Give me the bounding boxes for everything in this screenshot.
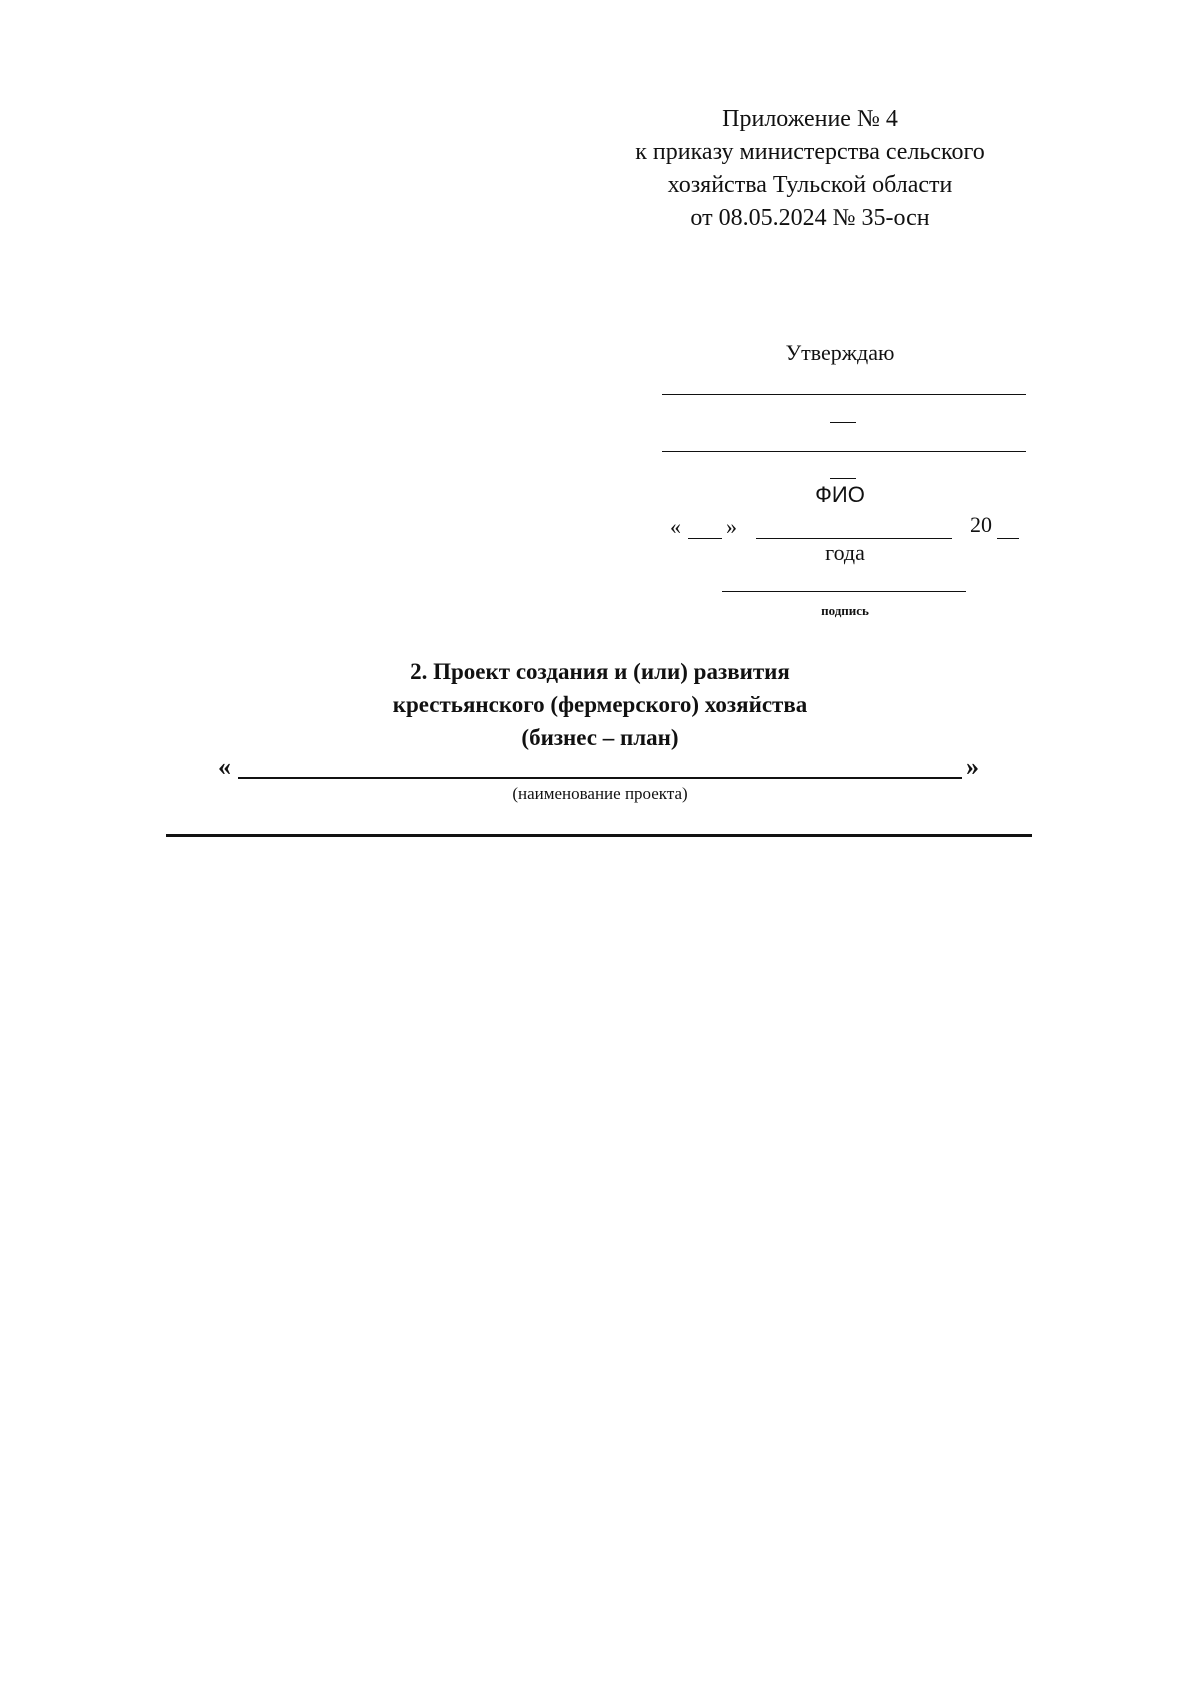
horizontal-rule	[166, 834, 1032, 837]
project-name-line[interactable]	[238, 777, 962, 779]
date-month-field[interactable]	[756, 538, 952, 539]
appendix-number: Приложение № 4	[722, 106, 898, 132]
approval-position-line-2[interactable]	[662, 451, 1026, 452]
approval-title: Утверждаю	[785, 340, 895, 365]
signature-caption: подпись	[821, 603, 869, 618]
section-title	[300, 655, 900, 754]
appendix-ministry: хозяйства Тульской области	[667, 172, 953, 198]
appendix-date-number: от 08.05.2024 № 35-осн	[690, 205, 930, 231]
year-word: года	[825, 540, 865, 565]
section-title-line-3: (бизнес – план)	[521, 725, 679, 750]
date-quote-close: »	[726, 514, 737, 539]
approval-date-row	[670, 512, 1030, 542]
fio-label: ФИО	[815, 482, 865, 507]
approval-position-line-1[interactable]	[662, 394, 1026, 395]
date-quote-open: «	[670, 514, 681, 539]
appendix-order-ref: к приказу министерства сельского	[635, 139, 985, 165]
project-quote-open: «	[218, 752, 231, 781]
section-title-line-2: крестьянского (фермерского) хозяйства	[392, 692, 808, 717]
appendix-header	[560, 103, 1060, 235]
date-day-field[interactable]	[688, 538, 722, 539]
project-name-caption: (наименование проекта)	[512, 784, 688, 803]
date-year-field[interactable]	[997, 538, 1019, 539]
approval-dash-1	[830, 422, 856, 423]
approval-dash-2	[830, 478, 856, 479]
project-quote-close: »	[966, 752, 979, 781]
project-name-field	[218, 752, 978, 786]
section-title-line-1: 2. Проект создания и (или) развития	[410, 659, 790, 684]
date-year-prefix: 20	[970, 512, 992, 537]
signature-line[interactable]	[722, 591, 966, 592]
